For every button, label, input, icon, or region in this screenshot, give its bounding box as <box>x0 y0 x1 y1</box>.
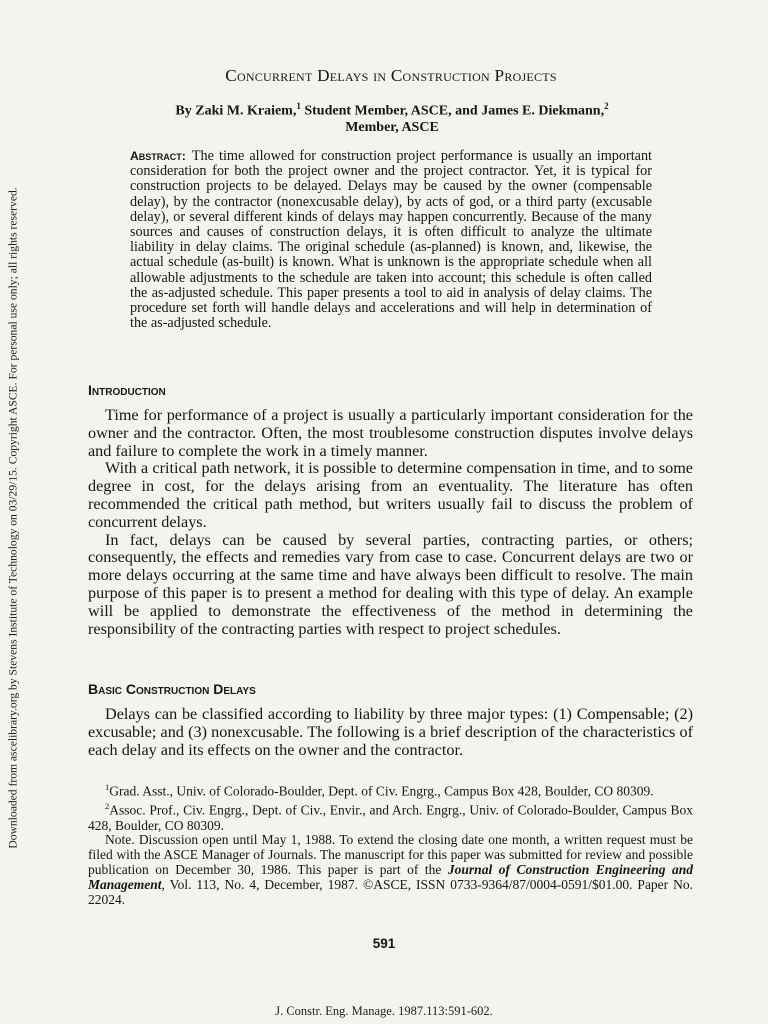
footnote-2-text: Assoc. Prof., Civ. Engrg., Dept. of Civ., Envir., and Arch. Engrg., Univ. of Colorado-Boulder, Campus Box 428, Boulder, CO 80309. <box>88 802 693 833</box>
introduction-body <box>88 407 693 638</box>
abstract <box>130 149 652 331</box>
author-line-2: Member, ASCE <box>345 119 439 135</box>
footnote-2 <box>88 799 693 833</box>
footnote-1-mark: 1 <box>105 782 110 792</box>
footnotes <box>88 780 693 907</box>
page-number: 591 <box>372 936 396 951</box>
author-1-footnote-mark: 1 <box>296 101 301 111</box>
abstract-text: The time allowed for construction project performance is usually an important consideration for both the project owner and the project contractor. Yet, it is typical for construction projects to be delayed. Delays may be caused by the owner (compensable delay), by the contractor (nonexcusable delay), by acts of god, or a third party (excusable delay), or several different kinds of delays may happen concurrently. Because of the many sources and causes of construction delays, it is often difficult to analyze the ultimate liability in delay claims. The original schedule (as-planned) is known, and, likewise, the actual schedule (as-built) is known. What is unknown is the appropriate schedule when all allowable adjustments to the schedule are taken into account; this schedule is often called the as-adjusted schedule. This paper presents a tool to aid in analysis of delay claims. The procedure set forth will handle delays and accelerations and will help in determination of the as-adjusted schedule. <box>130 148 652 332</box>
download-notice: Downloaded from ascelibrary.org by Stevens Institute of Technology on 03/29/15. Copyright ASCE. For personal use only; all rights reserved. <box>6 187 20 849</box>
journal-name: Journal of Construction Engineering and Management <box>88 861 693 892</box>
author-2: Student Member, ASCE, and James E. Diekmann, <box>300 103 605 119</box>
introduction-heading: Introduction <box>88 382 166 398</box>
basic-delays-paragraph: Delays can be classified according to liability by three major types: (1) Compensable; (2) excusable; and (3) nonexcusable. The following is a brief description of the characteristics of each delay and its effects on the owner and the contractor. <box>88 705 693 759</box>
footnote-2-mark: 2 <box>105 801 110 812</box>
download-notice-sidebar <box>3 148 23 888</box>
introduction-paragraph: With a critical path network, it is possible to determine compensation in time, and to some degree in cost, for the delays arising from an eventuality. The literature has often recommended the critical path method, but writers usually fail to discuss the problem of concurrent delays. <box>88 459 693 531</box>
author-2-footnote-mark: 2 <box>604 101 609 111</box>
basic-delays-heading: Basic Construction Delays <box>88 681 256 697</box>
basic-delays-body <box>88 706 693 759</box>
author-block <box>96 98 688 136</box>
author-line-1 <box>96 98 688 120</box>
discussion-note-citation: , Vol. 113, No. 4, December, 1987. ©ASCE, ISSN 0733-9364/87/0004-0591/$01.00. Paper No. 22024. <box>88 876 693 907</box>
paper-title: Concurrent Delays in Construction Projects <box>225 66 557 85</box>
introduction-paragraph: In fact, delays can be caused by several parties, contracting parties, or others; consequently, the effects and remedies vary from case to case. Concurrent delays are two or more delays occurring at the same time and have always been difficult to resolve. The main purpose of this paper is to present a method for dealing with this type of delay. An example will be applied to demonstrate the effectiveness of the method in determining the responsibility of the contracting parties with respect to project schedules. <box>88 530 693 638</box>
abstract-label: Abstract: <box>130 149 186 163</box>
discussion-note <box>88 833 693 907</box>
introduction-paragraph: Time for performance of a project is usually a particularly important consideration for the owner and the contractor. Often, the most troublesome construction disputes involve delays and failure to complete the work in a timely manner. <box>88 406 693 460</box>
author-1: By Zaki M. Kraiem, <box>175 103 297 119</box>
footnote-1-text: Grad. Asst., Univ. of Colorado-Boulder, Dept. of Civ. Engrg., Campus Box 428, Boulder, CO 80309. <box>109 783 654 799</box>
footnote-1 <box>88 780 693 799</box>
citation-footer: J. Constr. Eng. Manage. 1987.113:591-602. <box>275 1004 493 1018</box>
discussion-note-text: Note. Discussion open until May 1, 1988. To extend the closing date one month, a written request must be filed with the ASCE Manager of Journals. The manuscript for this paper was submitted for review and possible publication on December 30, 1986. This paper is part of the <box>88 832 693 877</box>
